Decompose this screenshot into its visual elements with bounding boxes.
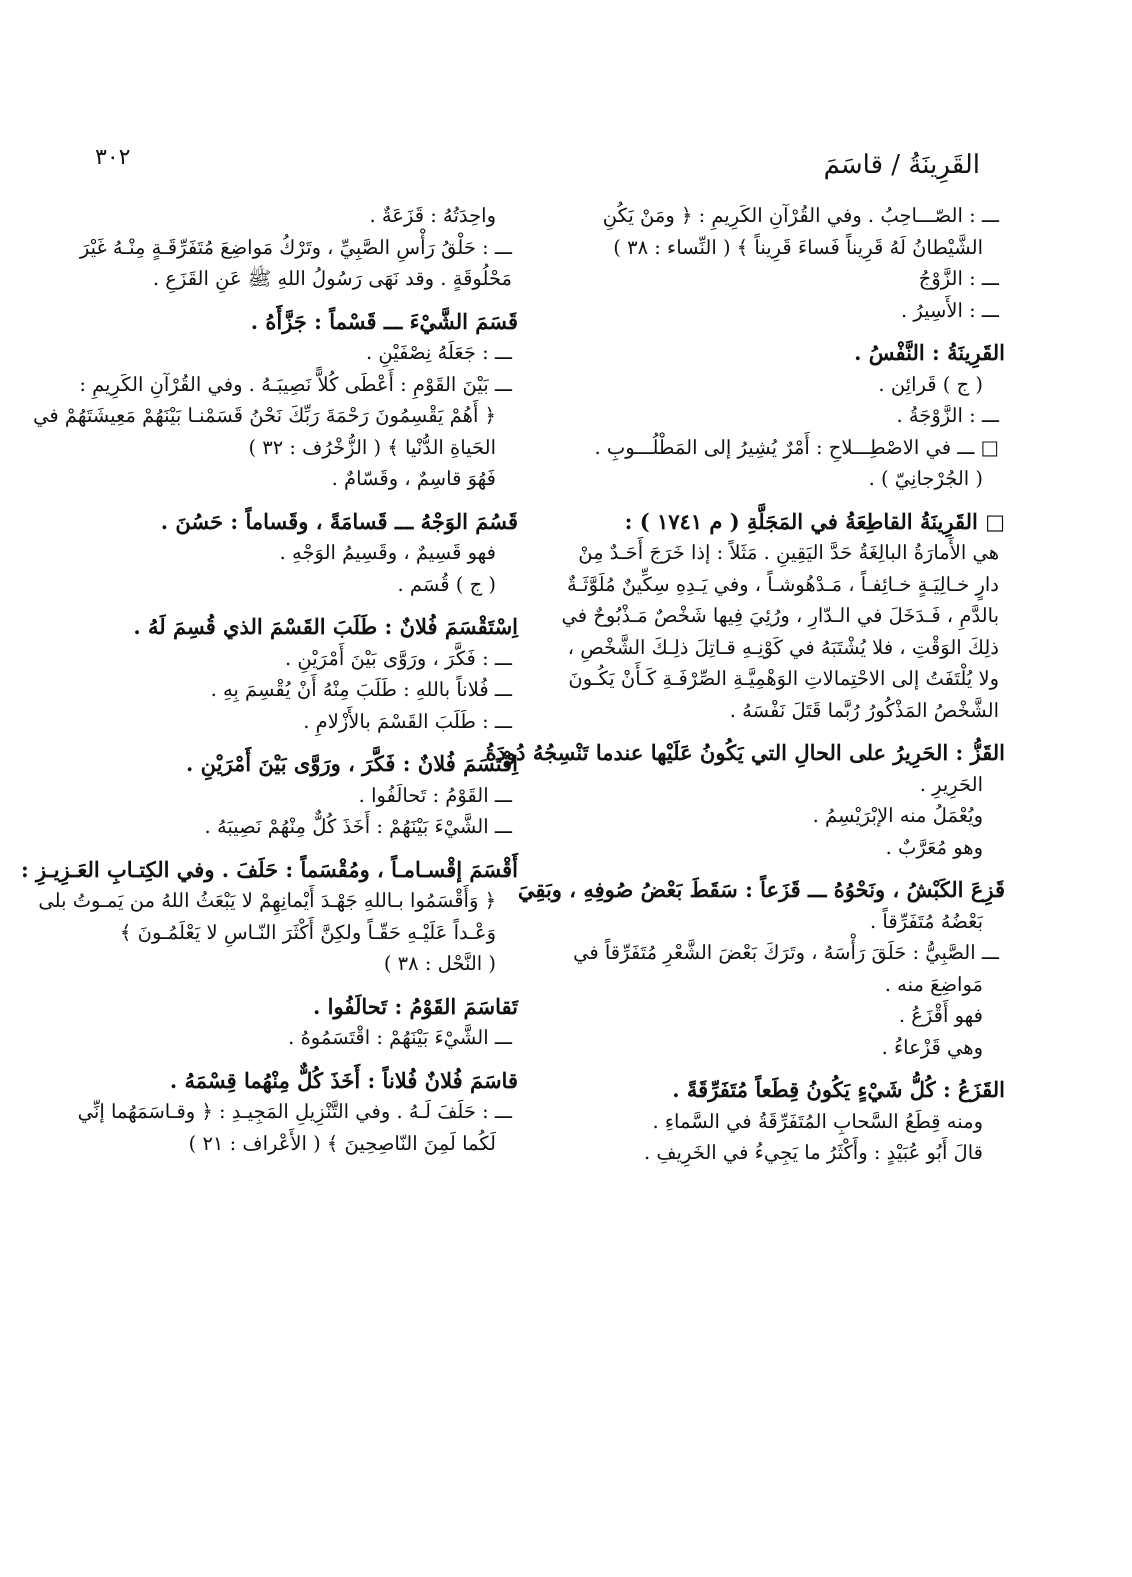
entry-text-line: ( الجُرْجانِيّ ) .	[868, 467, 983, 490]
dictionary-entry	[20, 854, 518, 980]
entry-headword-line: قَسُمَ الوَجْهُ ـــ قَسامَةً ، وقَساماً : حَسُنَ .	[160, 508, 518, 534]
entry-headword-line: اِقْتَسَمَ فُلانٌ : فَكَّرَ ، ورَوَّى بَيْنَ أَمْرَيْنِ .	[186, 751, 518, 776]
dictionary-entry	[48, 506, 518, 601]
dictionary-entry	[517, 874, 1005, 1063]
page-number: ٣٠٢	[95, 145, 131, 170]
entry-text-line: ـــ بَيْنَ القَوْمِ : أَعْطَى كُلاًّ نَصِيبَـهُ . وفي القُرْآنِ الكَرِيمِ :	[79, 372, 512, 396]
entry-text-line: ( ج ) قَرائِن .	[878, 372, 983, 396]
entry-text-line: فَهُوَ قاسِمٌ ، وقَسّامٌ .	[331, 467, 496, 490]
entry-text-line: فهو قَسِيمٌ ، وقَسِيمُ الوَجْهِ .	[279, 541, 496, 564]
entry-text-line: ـــ الصَّبِيُّ : حَلَقَ رَأْسَهُ ، وتَرَكَ بَعْضَ الشَّعْرِ مُتَفَرِّقاً في	[573, 941, 999, 964]
entry-text-line: قالَ أَبُو عُبَيْدٍ : وأَكْثَرُ ما يَجِيءُ في الخَرِيفِ .	[643, 1141, 983, 1164]
entry-text-line: ـــ فُلاناً باللهِ : طَلَبَ مِنْهُ أَنْ يُقْسِمَ بِهِ .	[210, 678, 512, 701]
entry-headword-line: قَسَمَ الشَّيْءَ ـــ قَسْماً : جَزَّأَهُ .	[250, 308, 518, 334]
dictionary-entry	[48, 200, 518, 295]
entry-text-line: ـــ : طَلَبَ القَسْمَ بالأَزْلامِ .	[303, 709, 512, 733]
entry-text-line: ـــ الشَّيْءَ بَيْنَهُمْ : اقْتَسَمُوهُ .	[288, 1026, 512, 1049]
entry-text-line: ﴿ وَأَقْسَمُوا بـاللهِ جَهْـدَ أَيْمانِهِمْ لا يَبْعَثُ اللهُ من يَمـوتُ بلى	[38, 889, 496, 912]
dictionary-entry	[48, 991, 518, 1054]
entry-headword-line: □ القَرِينَةُ القاطِعَةُ في المَجَلَّةِ ( م ١٧٤١ ) :	[624, 508, 1005, 534]
dictionary-entry	[560, 337, 1005, 495]
dictionary-entry	[485, 737, 1005, 863]
page-header	[80, 145, 980, 185]
entry-text-line: مَحْلُوقَةٍ . وقد نَهَى رَسُولُ اللهِ ﷺ عَنِ القَزَعِ .	[152, 267, 512, 290]
entry-text-line: الحَياةِ الدُّنْيا ﴾ ( الزُّخْرُف : ٣٢ )	[248, 435, 496, 459]
entry-headword-line: تَقاسَمَ القَوْمُ : تَحالَفُوا .	[313, 993, 518, 1019]
dictionary-entry	[560, 506, 1005, 727]
dictionary-entry	[48, 1065, 518, 1160]
dictionary-entry	[560, 200, 1005, 326]
dictionary-entry	[48, 611, 518, 737]
entry-text-line: وهو مُعَرَّبٌ .	[885, 835, 983, 859]
entry-text-line: ـــ : حَلْقُ رَأْسِ الصَّبِيِّ ، وتَرْكُ مَواضِعَ مُتَفَرِّقَـةٍ مِنْـهُ غَيْرَ	[79, 235, 512, 259]
entry-text-line: هي الأَمارَةُ البالِغَةُ حَدَّ اليَقِينِ . مَثَلاً : إذا خَرَجَ أَحَـدٌ مِنْ	[578, 541, 999, 564]
entry-text-line: ـــ القَوْمُ : تَحالَفُوا .	[358, 783, 512, 807]
entry-text-line: ﴿ أَهُمْ يَقْسِمُونَ رَحْمَةَ رَبِّكَ نَحْنُ قَسَمْنـا بَيْنَهُمْ مَعِيشَتَهُمْ في	[33, 404, 496, 427]
dictionary-entry	[48, 748, 518, 843]
entry-text-line: ( النَّحْل : ٣٨ )	[383, 952, 496, 975]
entry-text-line: ـــ : الأَسِيرُ .	[900, 298, 999, 322]
dictionary-entry	[33, 306, 518, 495]
entry-text-line: فهو أَقْزَعُ .	[898, 1004, 983, 1027]
entry-text-line: الحَرِيرِ .	[919, 772, 983, 796]
entry-text-line: الشَّيْطانُ لَهُ قَرِيناً فَساءَ قَرِيناً ﴾ ( النِّساء : ٣٨ )	[613, 235, 983, 259]
entry-headword-line: اِسْتَقْسَمَ فُلانٌ : طَلَبَ القَسْمَ الذي قُسِمَ لَهُ .	[133, 614, 518, 639]
entry-text-line: ـــ : الزَّوْجَةُ .	[896, 404, 999, 427]
entry-text-line: وَعْـداً عَلَيْـهِ حَقّـاً ولكِنَّ أَكْثَرَ النّـاسِ لا يَعْلَمُـونَ ﴾	[120, 920, 496, 944]
entry-headword-line: أَقْسَمَ إقْسـامـاً ، ومُقْسَماً : حَلَفَ . وفي الكِتـابِ العَـزِيـزِ :	[20, 856, 518, 882]
entry-headword-line: قاسَمَ فُلانٌ فُلاناً : أَخَذَ كُلٌّ مِنْهُما قِسْمَهُ .	[169, 1067, 518, 1093]
entry-text-line: ـــ : حَلَفَ لَـهُ . وفي التَّنْزِيلِ المَجِيـدِ : ﴿ وقـاسَمَهُما إنِّي	[77, 1100, 512, 1123]
entry-text-line: ومنه قِطَعُ السَّحابِ المُتَفَرِّقَةُ في السَّماءِ .	[652, 1109, 983, 1133]
entry-text-line: □ ـــ في الاصْطِـــلاحِ : أَمْرٌ يُشِيرُ إلى المَطْلُـــوبِ .	[594, 435, 999, 459]
entry-text-line: ـــ : الصّـــاحِبُ . وفي القُرْآنِ الكَرِيمِ : ﴿ ومَنْ يَكُنِ	[602, 204, 999, 227]
entry-text-line: واحِدَتُهُ : قَزَعَةٌ .	[369, 204, 496, 227]
entry-text-line: ( ج ) قُسَم .	[397, 572, 496, 596]
entry-text-line: الشَّخْصُ المَذْكُورُ رُبَّما قَتَلَ نَفْسَهُ .	[729, 698, 999, 722]
entry-text-line: ولا يُلْتَفَتُ إلى الاحْتِمالاتِ الوَهْمِيَّـةِ الصِّرْفَـةِ كَـأَنْ يَكُـونَ	[568, 667, 999, 690]
dictionary-entry	[560, 1074, 1005, 1169]
entry-text-line: ذلِكَ الوَقْتِ ، فلا يُشْتَبَهُ في كَوْنِـهِ قـاتِلَ ذلِـكَ الشَّخْصِ ،	[567, 635, 999, 659]
entry-text-line: ـــ : جَعَلَهُ نِصْفَيْنِ .	[365, 341, 512, 364]
right-column	[485, 200, 1005, 1180]
entry-headword-line: القَرِينَةُ : النَّفْسُ .	[854, 340, 1005, 365]
entry-text-line: ـــ : الزَّوْجُ	[918, 267, 999, 290]
entry-headword-line: القَزَعُ : كُلُّ شَيْءٍ يَكُونُ قِطَعاً مُتَفَرِّقَةً .	[672, 1077, 1005, 1102]
entry-text-line: دارٍ خـالِيَـةٍ خـائِفـاً ، مَـدْهُوشـاً ، وفي يَـدِهِ سِكِّينٌ مُلَوَّثَـةٌ	[567, 572, 999, 596]
entry-text-line: ويُعْمَلُ منه الإبْرَيْسِمُ .	[812, 804, 983, 827]
entry-text-line: لَكُما لَمِنَ النّاصِحِينَ ﴾ ( الأَعْراف : ٢١ )	[188, 1131, 496, 1155]
entry-text-line: بالدَّمِ ، فَـدَخَلَ في الـدّارِ ، ورُئِيَ فِيها شَخْصٌ مَـذْبُوحٌ في	[561, 604, 999, 627]
entry-headword-line: القَزُّ : الحَرِيرُ على الحالِ التي يَكُونُ عَلَيْها عندما تَنْسِجُهُ دُودَةُ	[485, 740, 1005, 765]
running-head: القَرِينَةُ / قاسَمَ	[823, 150, 980, 180]
entry-text-line: ـــ الشَّيْءَ بَيْنَهُمْ : أَخَذَ كُلٌّ مِنْهُمْ نَصِيبَهُ .	[204, 815, 512, 838]
entry-text-line: ـــ : فَكَّرَ ، ورَوَّى بَيْنَ أَمْرَيْنِ .	[284, 646, 512, 670]
entry-text-line: بَعْضُهُ مُتَفَرِّقاً .	[869, 909, 983, 933]
entry-headword-line: قَزِعَ الكَبْشُ ، ونَحْوُهُ ـــ قَزَعاً : سَقَطَ بَعْضُ صُوفِهِ ، وبَقِيَ	[517, 877, 1005, 902]
left-column	[20, 200, 518, 1170]
entry-text-line: مَواضِعَ منه .	[884, 972, 983, 996]
entry-text-line: وهي قَزْعاءُ .	[881, 1035, 983, 1059]
